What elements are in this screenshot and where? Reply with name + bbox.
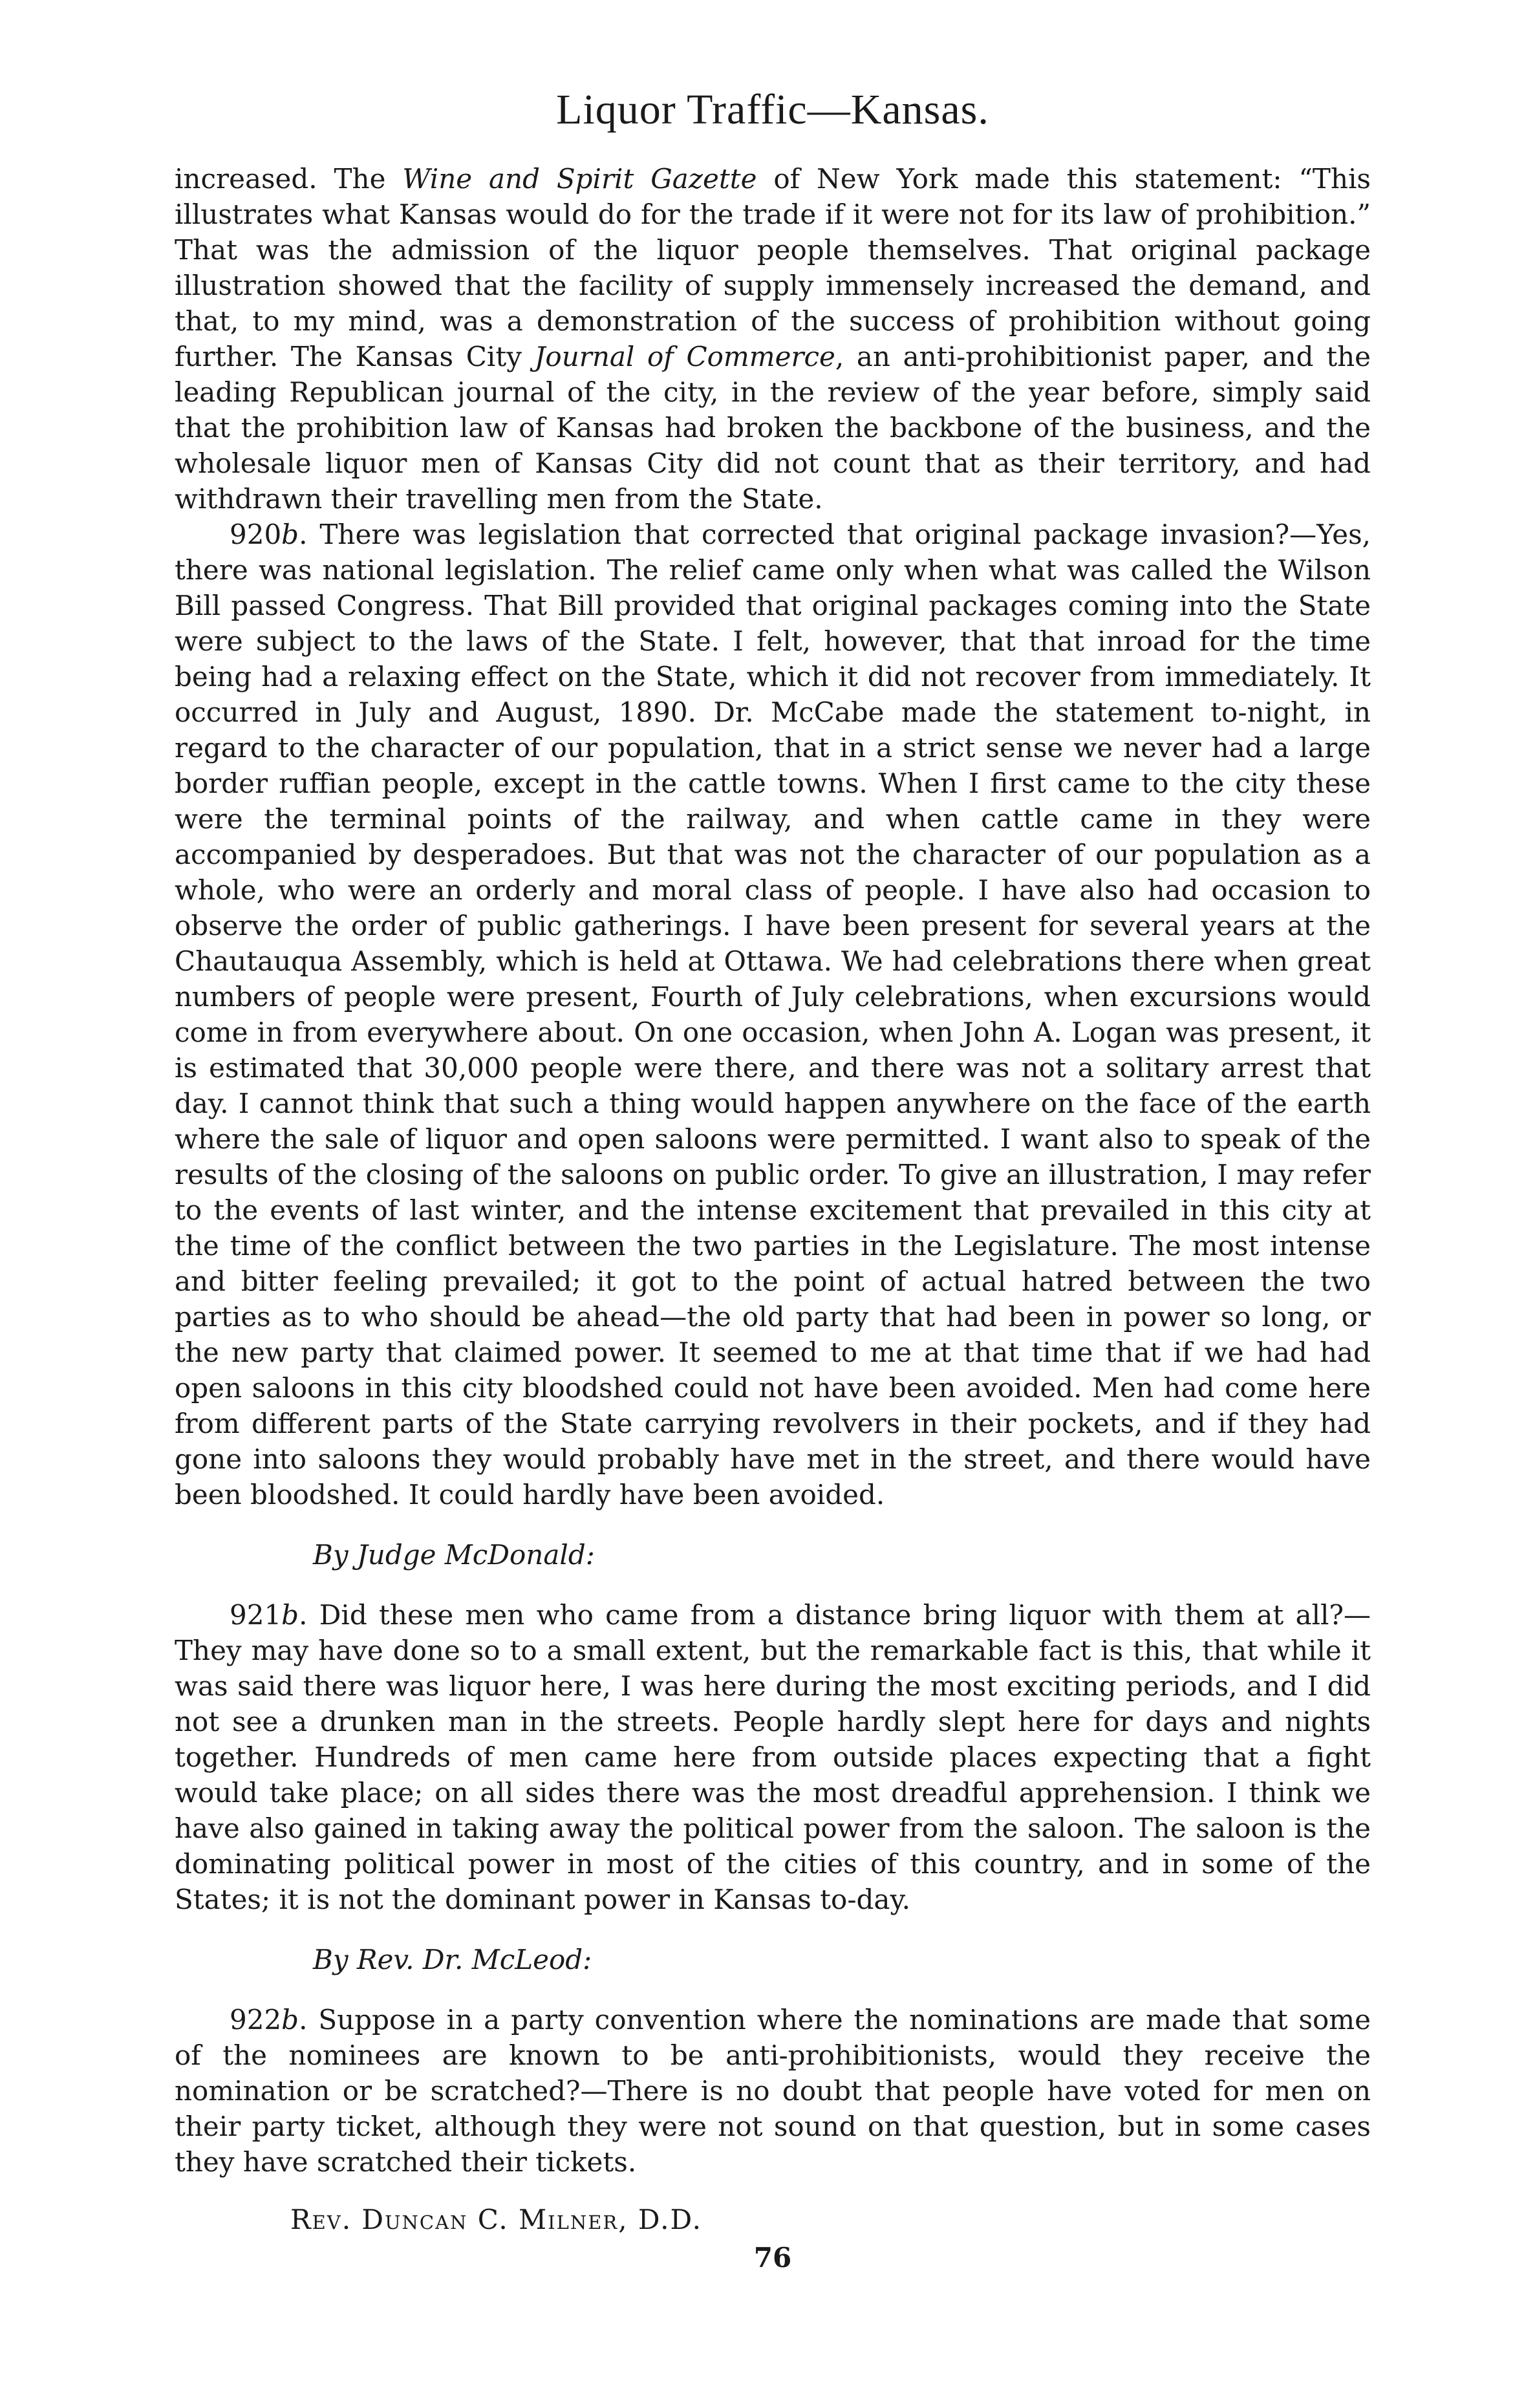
question-921b [175, 1597, 1371, 1917]
para1-text-e: , an anti-prohibitionist paper, and the leading Republican journal of the city, in the review of the year before, simply said that the prohibition law of Kansas had broken the backbone of the business, and the wholesale liquor men of Kansas City did not count that as their territory, and had withdrawn their travelling men from the State. [175, 341, 1371, 515]
page-number: 76 [753, 2242, 792, 2274]
publication-title-wine-spirit-gazette: Wine and Spirit Gazette [402, 163, 757, 195]
question-number-suffix: b [281, 519, 299, 551]
question-text: . There was legislation that corrected that original package invasion?—Yes, there was national legislation. The relief came only when what was called the Wilson Bill passed Congress. That Bill provided that original packages coming into the State were subject to the laws of the State. I felt, however, that that inroad for the time being had a relaxing effect on the State, which it did not recover from immediately. It occurred in July and August, 1890. Dr. McCabe made the statement to-night, in regard to the character of our population, that in a strict sense we never had a large border ruffian people, except in the cattle towns. When I first came to the city these were the terminal points of the railway, and when cattle came in they were accompanied by desperadoes. But that was not the character of our population as a whole, who were an orderly and moral class of people. I have also had occasion to observe the order of public gatherings. I have been present for several years at the Chautauqua Assembly, which is held at Ottawa. We had celebrations there when great numbers of people were present, Fourth of July celebrations, when excursions would come in from everywhere about. On one occasion, when John A. Logan was present, it is estimated that 30,000 people were there, and there was not a solitary arrest that day. I cannot think that such a thing would happen anywhere on the face of the earth where the sale of liquor and open saloons were permitted. I want also to speak of the results of the closing of the saloons on public order. To give an illustration, I may refer to the events of last winter, and the intense excitement that prevailed in this city at the time of the conflict between the two parties in the Legislature. The most intense and bitter feeling prevailed; it got to the point of actual hatred between the two parties as to who should be ahead—the old party that had been in power so long, or the new party that claimed power. It seemed to me at that time that if we had had open saloons in this city bloodshed could not have been avoided. Men had come here from different parts of the State carrying revolvers in their pockets, and if they had gone into saloons they would probably have met in the street, and there would have been bloodshed. It could hardly have been avoided. [175, 519, 1371, 1511]
question-number: 921 [230, 1599, 282, 1631]
publication-title-journal-of-commerce: Journal of Commerce [534, 341, 835, 373]
running-title: Liquor Traffic—Kansas. [556, 86, 989, 133]
question-number: 922 [230, 2004, 282, 2036]
para1-text-c: of New York made this statement: “This illustrates what Kansas would do for the trade if it were not for its law of prohibition.” That was the admission of the liquor people themselves. That original package illustration showed that the facility of supply immensely increased the demand, and that, to my mind, was a demonstration of the success of prohibition without going further. The Kansas City [175, 163, 1371, 373]
speaker-heading-mcdonald: By Judge McDonald: [313, 1539, 595, 1571]
question-number: 920 [230, 519, 282, 551]
paragraph-continued [175, 161, 1371, 517]
para1-text-a: increased. The [175, 163, 403, 195]
question-922b [175, 2002, 1371, 2180]
question-920b [175, 517, 1371, 1512]
witness-signature: Rev. Duncan C. Milner, D.D. [290, 2204, 702, 2236]
question-text: . Suppose in a party convention where the nominations are made that some of the nominees are known to be anti-prohibitionists, would they receive the nomination or be scratched?—There is no doubt that people have voted for men on their party ticket, although they were not sound on that question, but in some cases they have scratched their tickets. [175, 2004, 1371, 2178]
document-page [175, 84, 1371, 2275]
question-number-suffix: b [281, 1599, 299, 1631]
question-number-suffix: b [281, 2004, 299, 2036]
question-text: . Did these men who came from a distance bring liquor with them at all?—They may have done so to a small extent, but the remarkable fact is this, that while it was said there was liquor here, I was here during the most exciting periods, and I did not see a drunken man in the streets. People hardly slept here for days and nights together. Hundreds of men came here from outside places expecting that a fight would take place; on all sides there was the most dreadful apprehension. I think we have also gained in taking away the political power from the saloon. The saloon is the dominating political power in most of the cities of this country, and in some of the States; it is not the dominant power in Kansas to-day. [175, 1599, 1371, 1916]
speaker-heading-mcleod: By Rev. Dr. McLeod: [313, 1944, 592, 1976]
